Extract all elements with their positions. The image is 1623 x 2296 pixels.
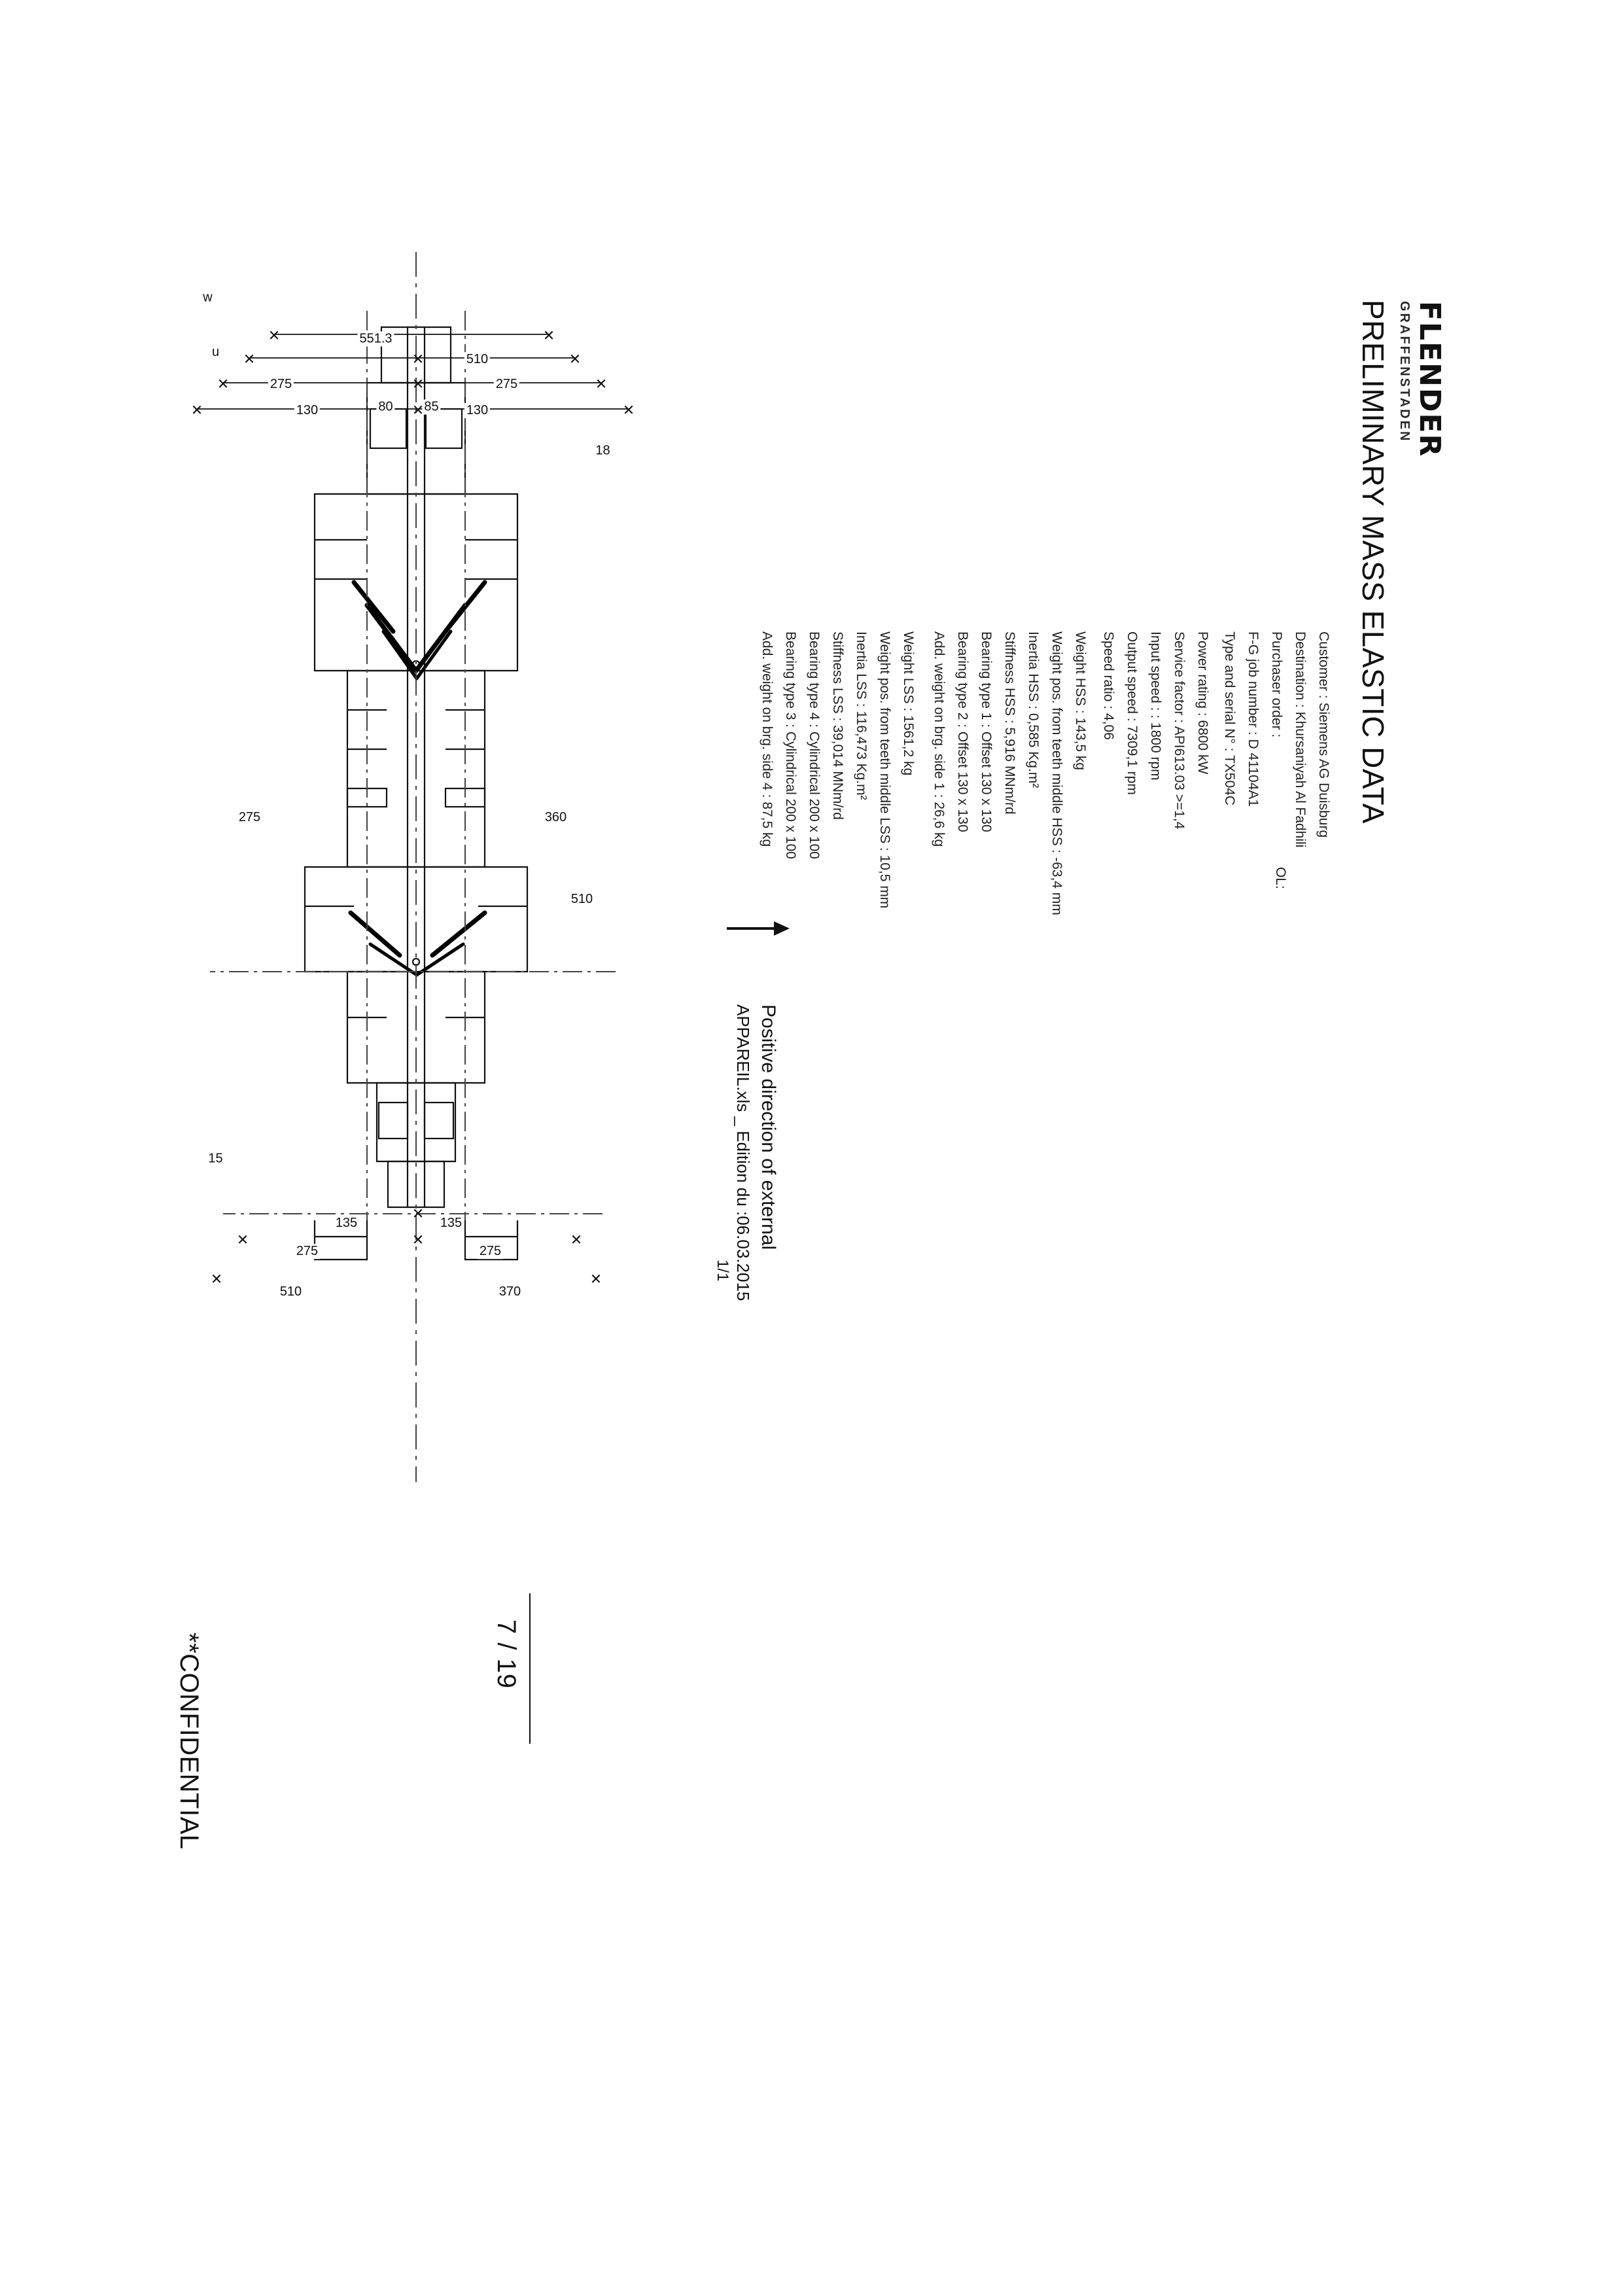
dim-275-lower: 275 (268, 377, 293, 392)
spec-line: Weight pos. from teeth middle HSS : -63,4 mm (1049, 631, 1064, 915)
direction-arrow-icon (727, 927, 787, 930)
dim-510-offset: 510 (568, 892, 594, 907)
dim-510-bottom: 510 (277, 1284, 303, 1299)
dim-360-bore: 360 (542, 810, 568, 825)
dim-80: 80 (376, 399, 394, 414)
dim-x-mark: ✕ (409, 352, 426, 364)
dim-x-mark: ✕ (214, 377, 231, 389)
spec-line: Weight HSS : 143,5 kg (1072, 631, 1088, 770)
spec-line: Power rating : 6800 kW (1195, 631, 1210, 774)
dim-275-bore: 275 (236, 810, 262, 825)
dim-x-mark: ✕ (207, 1272, 224, 1284)
dim-x-mark: ✕ (620, 403, 637, 415)
spec-block-ratings (1096, 631, 1214, 829)
spec-line: Stiffness LSS : 39,014 MNm/rd (829, 631, 845, 820)
spec-line: Type and serial N° : TX504C (1221, 631, 1237, 805)
spec-line: Bearing type 3 : Cylindrical 200 x 100 (782, 631, 798, 859)
dim-551-3: 551.3 (357, 331, 394, 346)
page-number: 7 / 19 (491, 1619, 521, 1689)
mark-u: u (209, 345, 220, 360)
spec-line: Output speed : 7309,1 rpm (1124, 631, 1140, 795)
dim-x-mark: ✕ (567, 1233, 584, 1245)
dim-x-mark: ✕ (409, 1207, 426, 1219)
dim-135-upper: 135 (438, 1216, 463, 1231)
dim-x-mark: ✕ (234, 1233, 251, 1245)
spec-line: Input speed : : 1800 rpm (1147, 631, 1163, 781)
dim-x-mark: ✕ (592, 377, 609, 389)
spec-block-hss (927, 631, 1092, 915)
dim-x-mark: ✕ (409, 1233, 426, 1245)
dim-x-mark: ✕ (188, 403, 205, 415)
company-subtitle: GRAFFENSTADEN (1397, 300, 1412, 442)
dim-x-mark: ✕ (265, 328, 282, 341)
dim-130-upper: 130 (464, 403, 489, 418)
spec-line: Weight pos. from teeth middle LSS : 10,5 mm (877, 631, 892, 908)
spec-line: F-G job number : D 41104A1 (1245, 631, 1261, 807)
spec-line: Customer : Siemens AG Duisburg (1316, 631, 1331, 838)
spec-line: Service factor : API613.03 >=1,4 (1171, 631, 1187, 829)
spec-line: Stiffness HSS : 5,916 MNm/rd (1002, 631, 1017, 815)
dim-x-mark: ✕ (240, 352, 257, 364)
dim-130-lower: 130 (294, 403, 319, 418)
dim-275-right-upper: 275 (477, 1244, 502, 1259)
direction-note-text: Positive direction of external (757, 1004, 779, 1250)
confidential-stamp: **CONFIDENTIAL (174, 1632, 203, 1849)
dim-370: 370 (497, 1284, 522, 1299)
dim-x-mark: ✕ (409, 377, 426, 389)
mark-15: 15 (206, 1151, 224, 1166)
dim-275-upper: 275 (493, 377, 519, 392)
company-logo (1397, 301, 1446, 457)
dim-135-lower: 135 (333, 1216, 358, 1231)
spec-line: Add. weight on brg. side 4 : 87,5 kg (759, 631, 775, 847)
drawing-sheet (99, 134, 1525, 2163)
direction-note (713, 1004, 779, 1301)
dim-85: 85 (422, 399, 440, 414)
page-title: PRELIMINARY MASS ELASTIC DATA (1355, 299, 1390, 824)
dim-x-mark: ✕ (540, 328, 557, 341)
spec-line: Destination : Khursaniyah Al Fadhili (1292, 631, 1308, 847)
spec-line: Add. weight on brg. side 1 : 26,6 kg (931, 631, 947, 847)
company-name: FLENDER (1412, 300, 1446, 457)
sheet-number: 1/1 (713, 1259, 731, 1281)
spec-line: Bearing type 2 : Offset 130 x 130 (954, 631, 970, 832)
dim-x-mark: ✕ (587, 1272, 604, 1284)
dim-275-right-lower: 275 (294, 1244, 319, 1259)
mark-18: 18 (593, 443, 612, 458)
dim-x-mark: ✕ (409, 403, 426, 415)
spec-line: Purchaser order : (1268, 631, 1284, 737)
spec-block-identification (1217, 631, 1335, 847)
ol-label: OL: (1272, 866, 1288, 889)
dim-x-mark: ✕ (566, 352, 583, 364)
spec-line: Speed ratio : 4,06 (1100, 631, 1116, 740)
footer-rule (529, 1593, 531, 1744)
spec-line: Bearing type 4 : Cylindrical 200 x 100 (806, 631, 822, 859)
spec-line: Weight LSS : 1561,2 kg (900, 631, 916, 775)
mark-w: w (201, 290, 214, 305)
spec-line: Inertia LSS : 116,473 Kg.m² (853, 631, 869, 800)
spec-line: Inertia HSS : 0,585 Kg.m² (1025, 631, 1041, 788)
source-file-label: APPAREIL.xls _ Edition du :06.03.2015 (733, 1004, 753, 1301)
gearbox-cross-section-drawing (158, 213, 681, 1521)
dim-510-top: 510 (464, 352, 489, 367)
spec-line: Bearing type 1 : Offset 130 x 130 (978, 631, 994, 832)
spec-block-lss (755, 631, 920, 908)
